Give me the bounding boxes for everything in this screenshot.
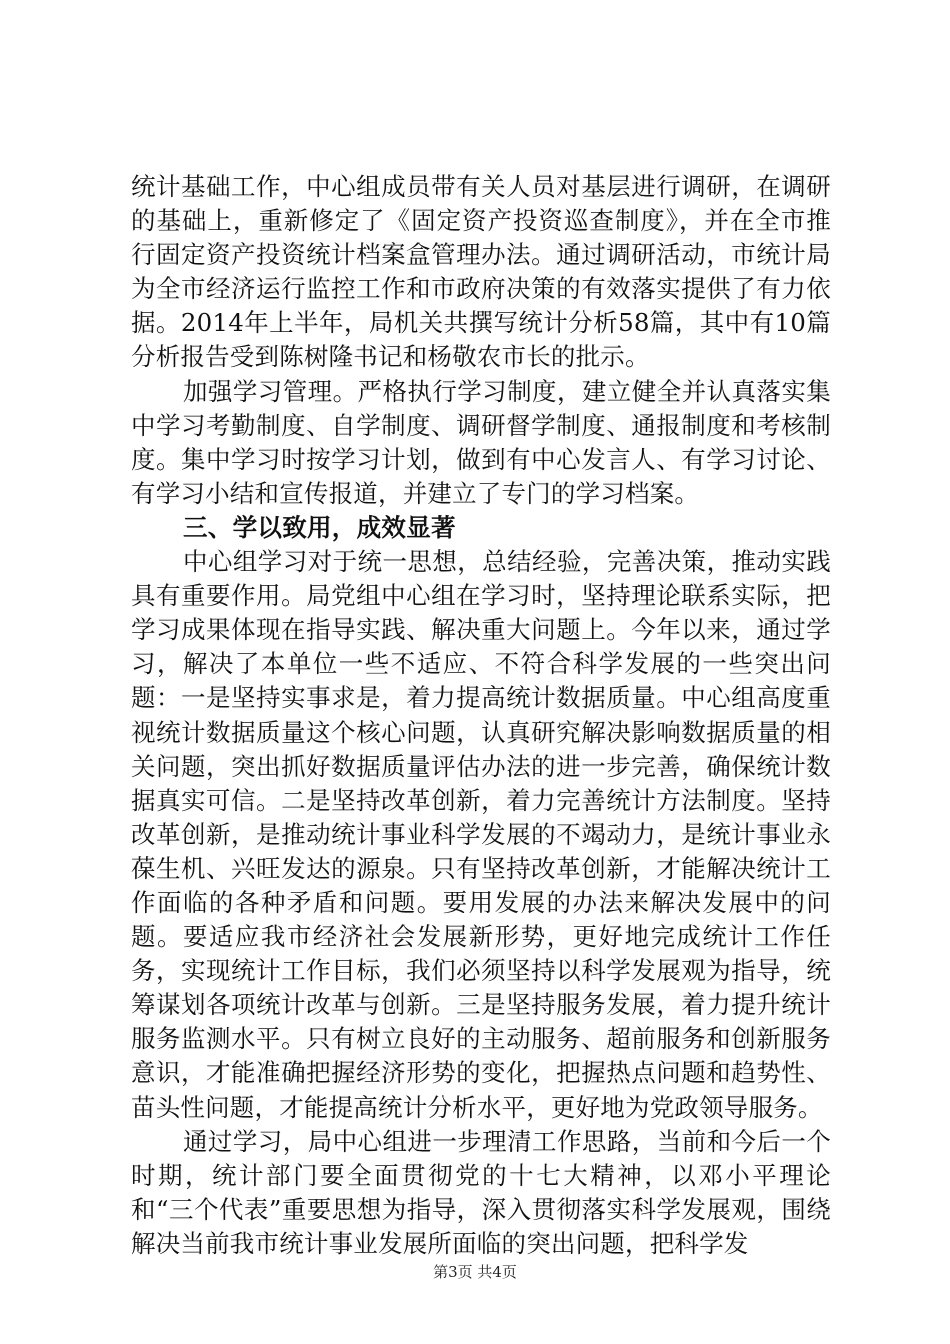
body-paragraph-4: 通过学习，局中心组进一步理清工作思路，当前和今后一个时期，统计部门要全面贯彻党的十七大精神，以邓小平理论和“三个代表”重要思想为指导，深入贯彻落实科学发展观，围绕解决当前我市统计事业发展所面临的突出问题，把科学发 [131,1126,831,1258]
body-paragraph-3: 中心组学习对于统一思想，总结经验，完善决策，推动实践具有重要作用。局党组中心组在学习时，坚持理论联系实际，把学习成果体现在指导实践、解决重大问题上。今年以来，通过学习，解决了本单位一些不适应、不符合科学发展的一些突出问题：一是坚持实事求是，着力提高统计数据质量。中心组高度重视统计数据质量这个核心问题，认真研究解决影响数据质量的相关问题，突出抓好数据质量评估办法的进一步完善，确保统计数据真实可信。二是坚持改革创新，着力完善统计方法制度。坚持改革创新，是推动统计事业科学发展的不竭动力，是统计事业永葆生机、兴旺发达的源泉。只有坚持改革创新，才能解决统计工作面临的各种矛盾和问题。要用发展的办法来解决发展中的问题。要适应我市经济社会发展新形势，更好地完成统计工作任务，实现统计工作目标，我们必须坚持以科学发展观为指导，统筹谋划各项统计改革与创新。三是坚持服务发展，着力提升统计服务监测水平。只有树立良好的主动服务、超前服务和创新服务意识，才能准确把握经济形势的变化，把握热点问题和趋势性、苗头性问题，才能提高统计分析水平，更好地为党政领导服务。 [131,547,831,1122]
section-heading: 三、学以致用，成效显著 [183,512,456,542]
document-body [131,170,831,1261]
body-paragraph-1: 统计基础工作，中心组成员带有关人员对基层进行调研，在调研的基础上，重新修定了《固定资产投资巡查制度》，并在全市推行固定资产投资统计档案盒管理办法。通过调研活动，市统计局为全市经济运行监控工作和市政府决策的有效落实提供了有力依据。2014年上半年，局机关共撰写统计分析58篇，其中有10篇分析报告受到陈树隆书记和杨敬农市长的批示。 [131,172,831,372]
body-paragraph-2: 加强学习管理。严格执行学习制度，建立健全并认真落实集中学习考勤制度、自学制度、调研督学制度、通报制度和考核制度。集中学习时按学习计划，做到有中心发言人、有学习讨论、有学习小结和宣传报道，并建立了专门的学习档案。 [131,376,831,508]
page-footer: 第3页 共4页 [433,1263,517,1281]
